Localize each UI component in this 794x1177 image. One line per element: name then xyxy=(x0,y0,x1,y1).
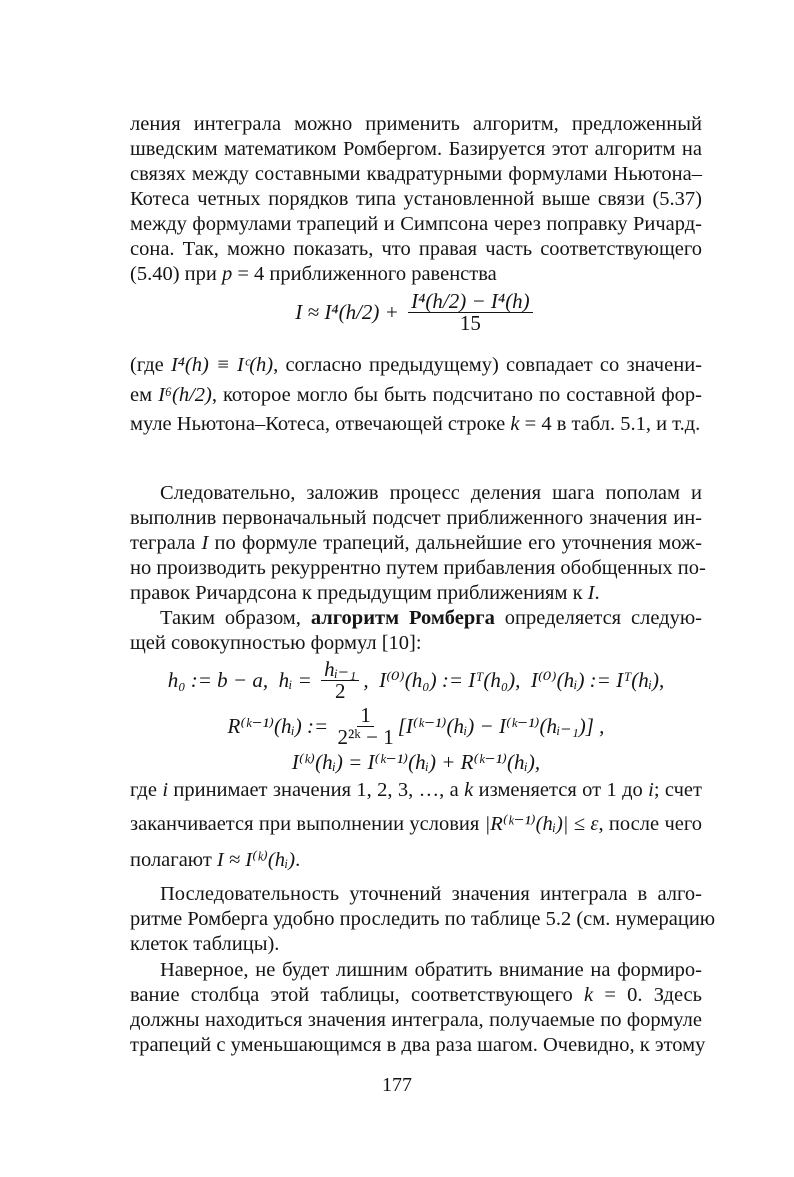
formula-part: I⁽ᵏ⁾(hᵢ) = I⁽ᵏ⁻¹⁾(hᵢ) + R⁽ᵏ⁻¹⁾(hᵢ), xyxy=(291,750,541,774)
text-run: (5.40) при xyxy=(130,263,222,285)
formula-romberg-init xyxy=(130,658,702,702)
text-run: определяется следую- xyxy=(494,607,702,629)
bold-term: алгоритм Ромберга xyxy=(310,607,495,629)
text-line xyxy=(130,137,702,161)
text-line xyxy=(160,882,702,906)
text-line xyxy=(130,1008,702,1032)
fraction xyxy=(408,290,533,334)
inline-math: I⁶(h/2) xyxy=(158,384,212,406)
formula-part: h₀ := b − a, hᵢ = xyxy=(167,668,318,692)
fraction-denominator: 15 xyxy=(459,311,481,335)
text-run: заканчивается при выполнении условия xyxy=(130,813,485,835)
text-run: щей совокупностью формул [10]: xyxy=(130,632,422,654)
text-run: трапеций с уменьшающимся в два раза шагом. Очевидно, к этому xyxy=(130,1034,706,1056)
text-run: = 0. Здесь xyxy=(593,984,703,1006)
inline-math: k xyxy=(464,779,474,801)
text-run: между формулами трапеций и Симпсона через поправку Ричард- xyxy=(130,213,702,235)
inline-math: |R⁽ᵏ⁻¹⁾(hᵢ)| ≤ ε xyxy=(484,813,599,835)
text-run: Наверное, не будет лишним обратить внимание на формиро- xyxy=(160,959,702,981)
text-line xyxy=(130,812,702,836)
text-line xyxy=(130,212,702,236)
text-line xyxy=(160,606,702,630)
text-run: ритме Ромберга удобно проследить по таблице 5.2 (см. нумерацию xyxy=(130,908,716,930)
fraction xyxy=(337,704,393,748)
fraction-numerator: 1 xyxy=(357,704,374,727)
text-line xyxy=(130,631,702,655)
text-line xyxy=(130,983,702,1007)
text-run: муле Ньютона–Котеса, отвечающей строке xyxy=(130,413,511,435)
text-run: связях между составными квадратурными формулами Ньютона– xyxy=(130,163,702,185)
text-run: , которое могло бы быть подсчитано по составной фор- xyxy=(211,384,702,406)
fraction-numerator: I⁴(h/2) − I⁴(h) xyxy=(408,290,533,313)
text-line xyxy=(160,481,702,505)
formula-part: R⁽ᵏ⁻¹⁾(hᵢ) := xyxy=(227,714,334,738)
text-line xyxy=(130,556,706,580)
text-run: но производить рекуррентно путем прибавления обобщенных по- xyxy=(130,557,706,579)
text-run: . xyxy=(295,849,301,871)
text-line xyxy=(130,907,716,931)
inline-math: I xyxy=(201,532,209,554)
text-run: вание столбца этой таблицы, соответствующего xyxy=(130,984,585,1006)
page-number: 177 xyxy=(382,1074,412,1096)
text-line xyxy=(130,531,702,555)
inline-math: p xyxy=(221,263,233,285)
text-line xyxy=(130,1033,706,1057)
inline-math: i xyxy=(648,779,654,801)
inline-math: i xyxy=(162,779,169,801)
text-run: ем xyxy=(130,384,159,406)
text-run: изменяется от 1 до xyxy=(473,779,649,801)
text-run: по формуле трапеций, дальнейшие его уточнения мож- xyxy=(208,532,703,554)
text-line xyxy=(130,506,702,530)
text-run: = 4 в табл. 5.1, и т.д. xyxy=(519,413,701,435)
text-run: должны находиться значения интеграла, получаемые по формуле xyxy=(130,1009,702,1031)
text-line xyxy=(130,932,702,956)
text-run: сона. Так, можно показать, что правая часть соответствующего xyxy=(130,238,702,260)
formula-left: I ≈ I⁴(h/2) + xyxy=(295,300,405,324)
fraction-denominator: 2 xyxy=(334,679,346,703)
text-line xyxy=(130,353,702,377)
formula-romberg-update xyxy=(130,750,702,774)
text-line xyxy=(130,112,702,136)
inline-math: I ≈ I⁽ᵏ⁾(hᵢ) xyxy=(216,849,296,871)
text-run: = 4 приближенного равенства xyxy=(232,263,497,285)
text-run: , согласно предыдущему) совпадает со значени- xyxy=(273,354,702,376)
text-run: правок Ричардсона к предыдущим приближениям к xyxy=(130,582,588,604)
text-run: Таким образом, xyxy=(160,607,311,629)
text-line xyxy=(130,581,702,605)
text-line xyxy=(130,383,702,407)
text-run: где xyxy=(130,779,163,801)
text-run: ; счет xyxy=(653,779,702,801)
text-line xyxy=(130,848,702,872)
fraction-numerator: hᵢ₋₁ xyxy=(321,658,359,681)
text-run: шведским математиком Ромбергом. Базируется этот алгоритм на xyxy=(130,138,702,160)
fraction xyxy=(321,658,359,702)
text-run: полагают xyxy=(130,849,217,871)
text-run: Следовательно, заложив процесс деления шага пополам и xyxy=(160,482,702,504)
text-run: . xyxy=(594,582,600,604)
formula-part: [I⁽ᵏ⁻¹⁾(hᵢ) − I⁽ᵏ⁻¹⁾(hᵢ₋₁)] , xyxy=(397,714,605,738)
text-run: Последовательность уточнений значения интеграла в алго- xyxy=(160,883,702,905)
inline-math: I xyxy=(587,582,595,604)
inline-math: k xyxy=(584,984,594,1006)
formula-romberg-correction xyxy=(130,704,702,748)
text-run: теграла xyxy=(130,532,202,554)
text-run: ления интеграла можно применить алгоритм, предложенный xyxy=(130,113,702,135)
inline-math: k xyxy=(510,413,520,435)
text-run: выполнив первоначальный подсчет приближенного значения ин- xyxy=(130,507,702,529)
text-run: (где xyxy=(130,354,171,376)
formula-richardson xyxy=(130,290,702,334)
text-line xyxy=(130,162,702,186)
text-line xyxy=(130,187,702,211)
text-run: клеток таблицы). xyxy=(130,933,280,955)
fraction-denominator: 2²ᵏ − 1 xyxy=(337,725,394,749)
formula-part: , I⁽⁰⁾(h₀) := Iᵀ(h₀), I⁽⁰⁾(hᵢ) := Iᵀ(hᵢ), xyxy=(363,668,665,692)
text-line xyxy=(130,778,702,802)
text-line xyxy=(130,237,702,261)
text-run: Котеса четных порядков типа установленной выше связи (5.37) xyxy=(130,188,702,210)
text-line xyxy=(130,412,702,436)
text-run: , после чего xyxy=(598,813,702,835)
text-line xyxy=(160,958,702,982)
text-run: принимает значения 1, 2, 3, …, а xyxy=(168,779,465,801)
text-line xyxy=(130,262,702,286)
inline-math: I⁴(h) ≡ Iᶜ(h) xyxy=(170,354,274,376)
